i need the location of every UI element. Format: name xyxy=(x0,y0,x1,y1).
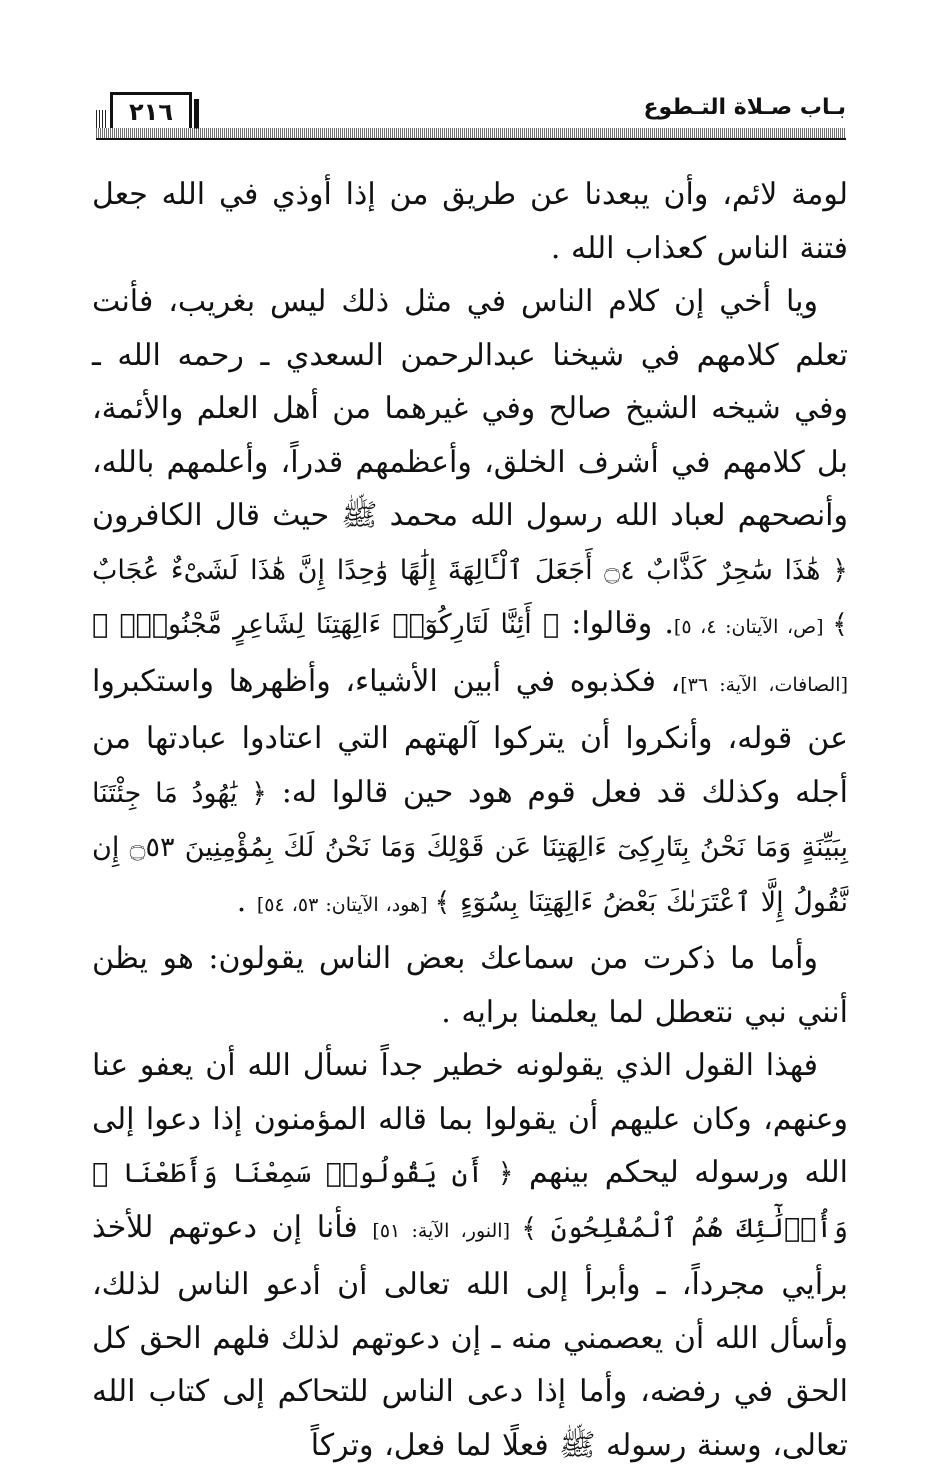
quran-verse: ﴿ أَن يَقُولُوا۟ سَمِعْنَا وَأَطَعْنَا ۚ وَأُو۟لَٰٓئِكَ هُمُ ٱلْمُفْلِحُونَ ﴾ xyxy=(92,1158,849,1244)
paragraph-text: . xyxy=(236,883,257,919)
paragraph-text: . وقالوا: xyxy=(559,606,674,641)
header-ornament xyxy=(96,110,108,128)
verse-reference: [الصافات، الآية: ٣٦] xyxy=(680,673,848,696)
paragraph-text: ، فكذبوه في أبين الأشياء، وأظهرها واستكبروا عن قوله، وأنكروا أن يتركوا آلهتهم التي اعتادوا عبادتها من أجله وكذلك قد فعل قوم هود حين قالوا له: xyxy=(92,663,848,810)
paragraph-text: لومة لائم، وأن يبعدنا عن طريق من إذا أوذي في الله جعل فتنة الناس كعذاب الله . xyxy=(92,177,848,266)
paragraph-text: وأما ما ذكرت من سماعك بعض الناس يقولون: هو يظن أنني نبي نتعطل لما يعلمنا برايه . xyxy=(92,941,848,1030)
chapter-title: بـاب صـلاة التـطوع xyxy=(643,95,846,120)
page-number: ٢١٦ xyxy=(110,92,192,128)
quran-verse: ﴿ هَٰذَا سَٰحِرٌ كَذَّابٌ ۝٤ أَجَعَلَ ٱلْـَٔالِهَةَ إِلَٰهًا وَٰحِدًا إِنَّ هَٰذَا لَشَىْءٌ عُجَابٌ ﴾ xyxy=(92,554,848,640)
paragraph-text: فهذا القول الذي يقولونه خطير جداً نسأل الله أن يعفو عنا وعنهم، وكان عليهم أن يقولوا بما قاله المؤمنون إذا دعوا إلى الله ورسوله ليحكم بينهم xyxy=(92,1048,849,1190)
quran-verse: ﴿ أَئِنَّا لَتَارِكُوٓا۟ ءَالِهَتِنَا لِشَاعِرٍ مَّجْنُونٍۭ ﴾ xyxy=(92,609,560,640)
header-rule xyxy=(96,128,846,138)
paragraph-p4 xyxy=(92,1039,848,1472)
header-rule-line xyxy=(96,138,846,140)
verse-reference: [النور، الآية: ٥١] xyxy=(372,1219,522,1242)
quran-verse: ﴿ يَٰهُودُ مَا جِئْتَنَا بِبَيِّنَةٍ وَمَا نَحْنُ بِتَارِكِىٓ ءَالِهَتِنَا عَن قَوْلِكَ وَمَا نَحْنُ لَكَ بِمُؤْمِنِينَ ۝٥٣ إِن نَّقُولُ إِلَّا ٱعْتَرَىٰكَ بَعْضُ ءَالِهَتِنَا بِسُوٓءٍ ﴾ xyxy=(92,777,848,918)
page-header xyxy=(96,92,846,150)
paragraph-text: فأنا إن دعوتهم للأخذ برأيي مجرداً، ـ وأبرأ إلى الله تعالى أن أدعو الناس لذلك، وأسأل الله أن يعصمني منه ـ إن دعوتهم لذلك فلهم الحق كل الحق في رفضه، وأما إذا دعى الناس للتحاكم إلى كتاب الله تعالى، وسنة رسوله ﷺ فعلًا لما فعل، وتركاً xyxy=(92,1209,848,1463)
paragraph-p2 xyxy=(92,275,848,932)
verse-reference: [ص، الآيتان: ٤، ٥] xyxy=(673,616,833,638)
verse-reference: [هود، الآيتان: ٥٣، ٥٤] xyxy=(256,893,435,916)
paragraph-p3 xyxy=(92,932,848,1039)
paragraph-p1 xyxy=(92,168,848,275)
paragraph-text: ويا أخي إن كلام الناس في مثل ذلك ليس بغريب، فأنت تعلم كلامهم في شيخنا عبدالرحمن السعدي ـ رحمه الله ـ وفي شيخه الشيخ صالح وفي غيرهما من أهل العلم والأئمة، بل كلامهم في أشرف الخلق، وأعظمهم قدراً، وأعلمهم بالله، وأنصحهم لعباد الله رسول الله محمد ﷺ حيث قال الكافرون xyxy=(92,284,848,533)
body-text xyxy=(92,168,848,1472)
